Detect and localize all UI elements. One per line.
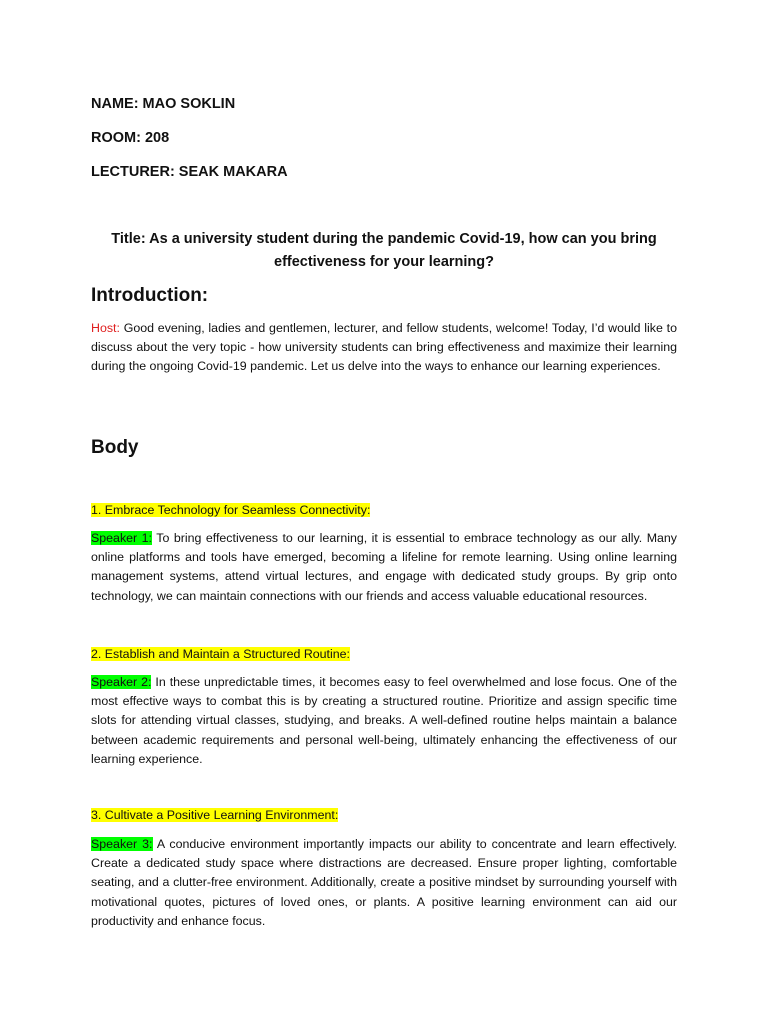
section-1-heading-text: 1. Embrace Technology for Seamless Connectivity: (91, 503, 371, 517)
body-heading: Body (91, 437, 139, 458)
section-3-heading (91, 807, 338, 824)
speaker-1-label: Speaker 1: (91, 531, 152, 545)
room-number: ROOM: 208 (91, 130, 170, 146)
introduction-heading: Introduction: (91, 285, 209, 306)
section-2-text: In these unpredictable times, it becomes easy to feel overwhelmed and lose focus. One of the most effective ways to combat this is by creating a structured routine. Prioritize and assign specific time slots for attending virtual classes, studying, and breaks. A well-defined routine helps maintain a balance between academic requirements and personal well-being, ultimately enhancing the effectiveness of our learning experience. (91, 675, 677, 766)
introduction-text: Good evening, ladies and gentlemen, lecturer, and fellow students, welcome! Today, I’d would like to discuss about the very topic - how university students can bring effectiveness and maximize their learning during the ongoing Covid-19 pandemic. Let us delve into the ways to enhance our learning experiences. (91, 321, 677, 374)
student-name: NAME: MAO SOKLIN (91, 96, 236, 112)
section-3-paragraph (91, 835, 677, 931)
section-2-heading (91, 646, 350, 663)
host-label: Host: (91, 321, 120, 335)
section-1-text: To bring effectiveness to our learning, it is essential to embrace technology as our ally. Many online platforms and tools have emerged, becoming a lifeline for remote learning. Using online learning management systems, attend virtual lectures, and engage with dedicated study groups. By grip onto technology, we can maintain connections with our friends and access valuable educational resources. (91, 531, 677, 603)
speaker-2-label: Speaker 2: (91, 675, 152, 689)
section-2-heading-text: 2. Establish and Maintain a Structured Routine: (91, 647, 350, 661)
lecturer-name: LECTURER: SEAK MAKARA (91, 164, 288, 180)
section-1-heading (91, 502, 370, 519)
section-3-text: A conducive environment importantly impacts our ability to concentrate and learn effectively. Create a dedicated study space where distractions are decreased. Ensure proper lighting, comfortable seating, and a clutter-free environment. Additionally, create a positive mindset by surrounding yourself with motivational quotes, pictures of loved ones, or plants. A positive learning environment can aid our productivity and enhance focus. (91, 837, 677, 928)
introduction-paragraph (91, 319, 677, 377)
speaker-3-label: Speaker 3: (91, 837, 153, 851)
essay-title: Title: As a university student during the pandemic Covid-19, how can you bring effectiveness for your learning? (111, 231, 657, 270)
section-1-paragraph (91, 529, 677, 606)
section-3-heading-text: 3. Cultivate a Positive Learning Environment: (91, 808, 339, 822)
section-2-paragraph (91, 673, 677, 769)
